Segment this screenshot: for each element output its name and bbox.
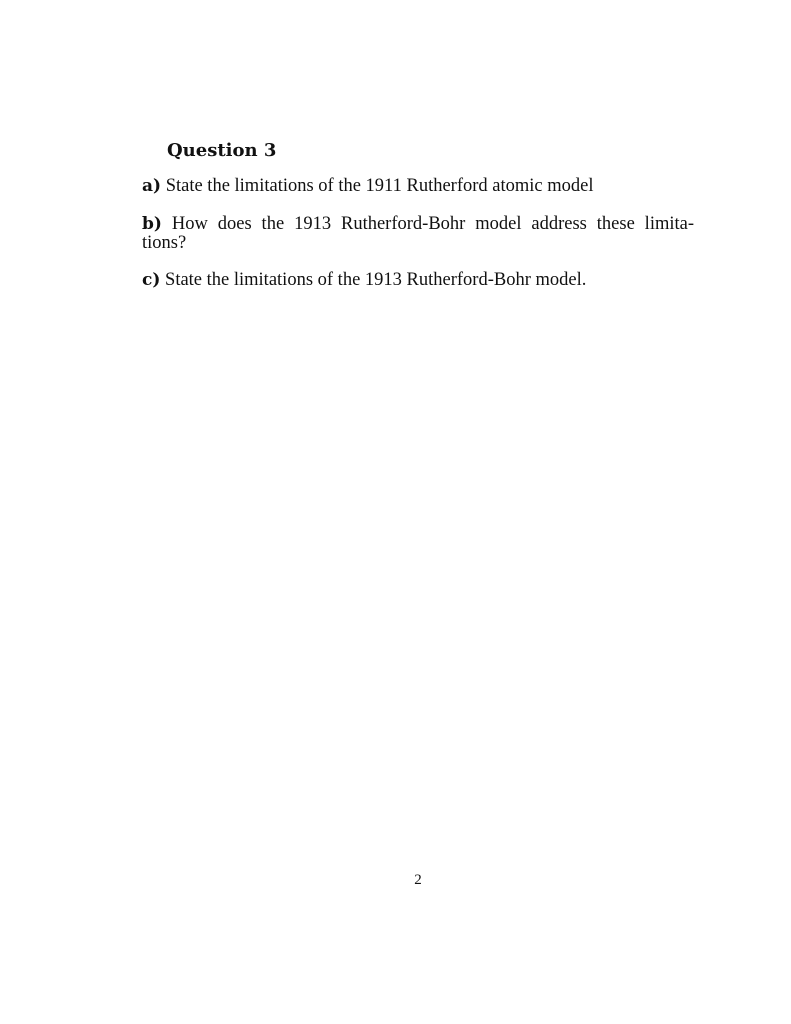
question-title: Question 3 (167, 140, 277, 161)
part-a-text: State the limitations of the 1911 Rutherford atomic model (165, 176, 594, 196)
question-part-c (142, 271, 694, 290)
part-b-label: b) (142, 214, 162, 234)
part-a-label: a) (142, 176, 162, 196)
part-c-text: State the limitations of the 1913 Rutherford-Bohr model. (165, 270, 587, 290)
part-b-text-line2: tions? (142, 233, 187, 253)
question-part-a (142, 177, 694, 196)
page-number: 2 (414, 872, 422, 888)
part-c-label: c) (142, 270, 161, 290)
part-b-text-line1: How does the 1913 Rutherford-Bohr model address these limita- (171, 214, 695, 234)
question-part-b (142, 215, 694, 253)
